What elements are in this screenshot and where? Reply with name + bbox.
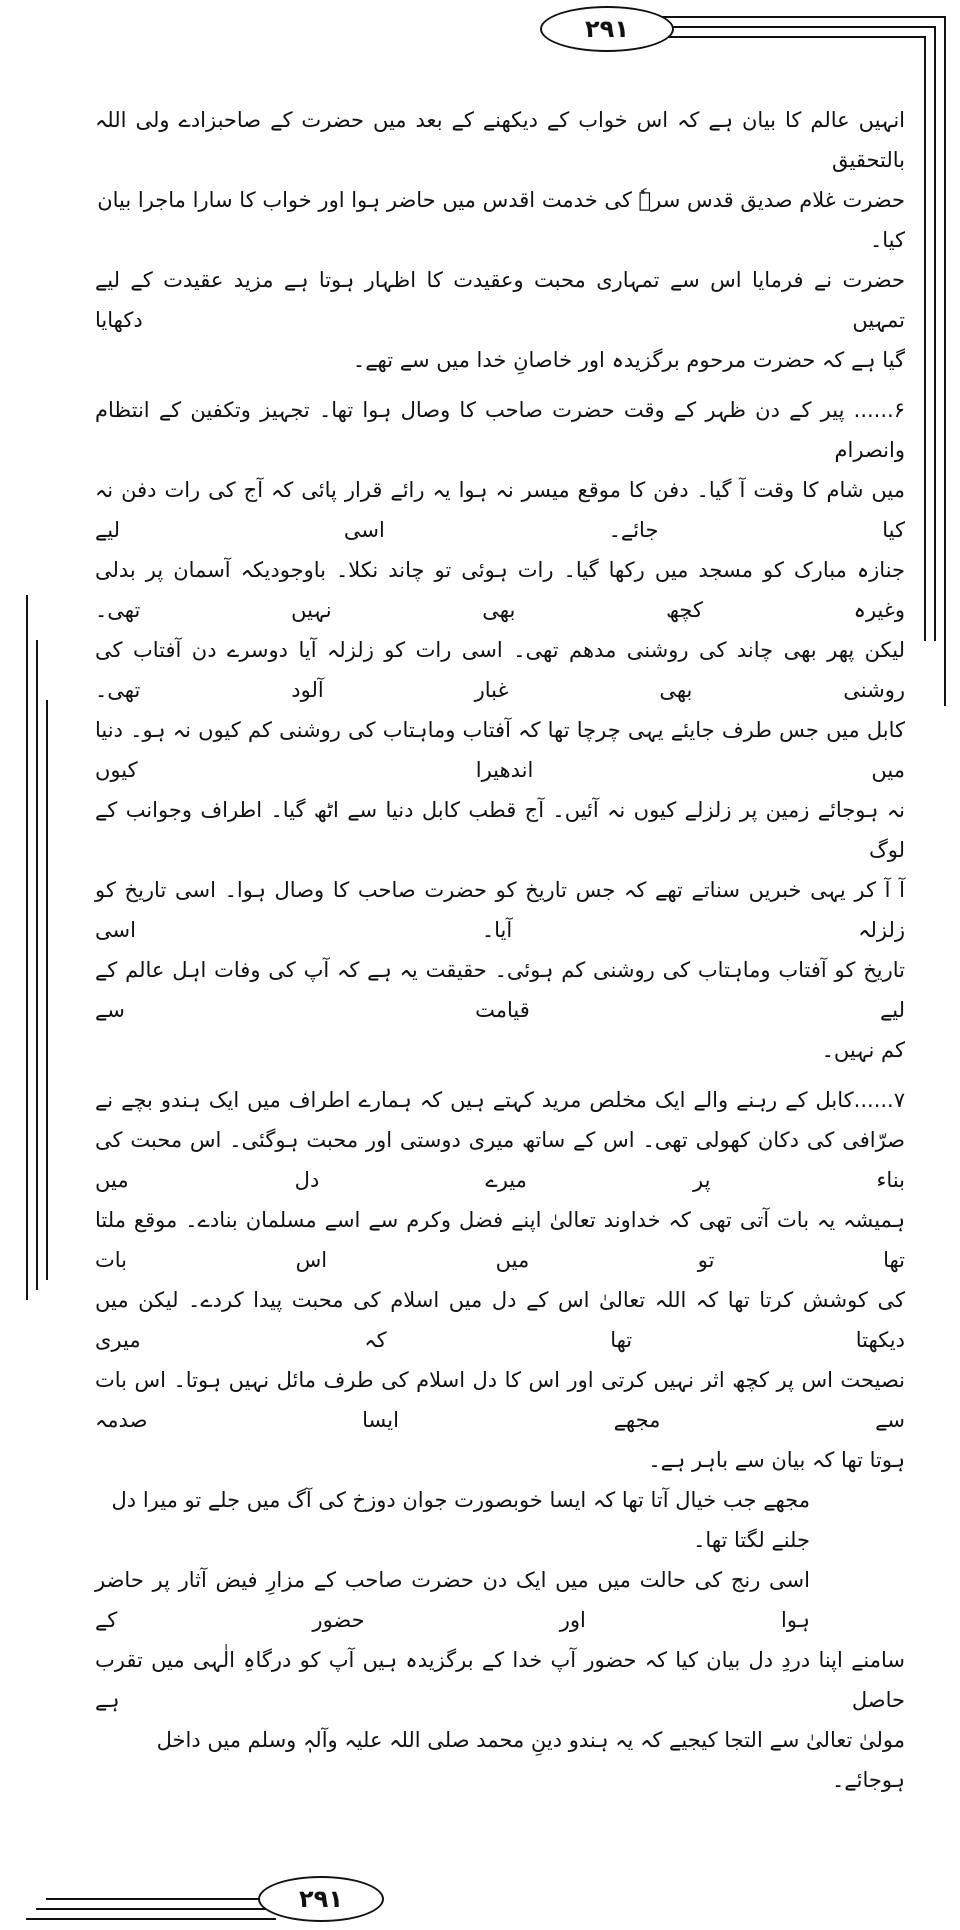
text-line: حضرت نے فرمایا اس سے تمہاری محبت وعقیدت کا اظہار ہوتا ہے مزید عقیدت کے لیے تمہیں دکھایا [95,268,905,332]
text-line: ہوتا تھا کہ بیان سے باہر ہے۔ [648,1448,905,1472]
frame-line [36,1908,276,1910]
text-line: کم نہیں۔ [821,1038,905,1062]
text-line: ۷......کابل کے رہنے والے ایک مخلص مرید کہتے ہیں کہ ہمارے اطراف میں ایک ہندو بچے نے [95,1088,905,1112]
text-line: ۶...... پیر کے دن ظہر کے وقت حضرت صاحب کا وصال ہوا تھا۔ تجہیز وتکفین کے انتظام وانصرام [95,398,905,462]
text-line: حضرت غلام صدیق قدس سرہٗ کی خدمت اقدس میں حاضر ہوا اور خواب کا سارا ماجرا بیان کیا۔ [97,188,905,252]
page-number-bottom: ۲۹۱ [258,1876,384,1922]
text-line: صرّافی کی دکان کھولی تھی۔ اس کے ساتھ میری دوستی اور محبت ہوگئی۔ اس محبت کی بناء پر میرے دل میں [95,1128,905,1192]
text-line: گیا ہے کہ حضرت مرحوم برگزیدہ اور خاصانِ خدا میں سے تھے۔ [352,348,905,372]
text-line: تاریخ کو آفتاب وماہتاب کی روشنی کم ہوئی۔ حقیقت یہ ہے کہ آپ کی وفات اہل عالم کے لیے قیامت سے [95,958,905,1022]
text-line: لیکن پھر بھی چاند کی روشنی مدھم تھی۔ اسی رات کو زلزلہ آیا دوسرے دن آفتاب کی روشنی بھی غبار آلود تھی۔ [95,638,905,702]
text-line: نصیحت اس پر کچھ اثر نہیں کرتی اور اس کا دل اسلام کی طرف مائل نہیں ہوتا۔ اس بات سے مجھے ایسا صدمہ [95,1368,905,1432]
text-line: کابل میں جس طرف جایئے یہی چرچا تھا کہ آفتاب وماہتاب کی روشنی کم کیوں نہ ہو۔ دنیا میں اندھیرا کیوں [95,718,905,782]
frame-line [46,1898,286,1900]
text-line: ہمیشہ یہ بات آتی تھی کہ خداوند تعالیٰ اپنے فضل وکرم سے اسے مسلمان بنادے۔ موقع ملتا تھا تو میں اس بات [95,1208,905,1272]
text-line: جنازہ مبارک کو مسجد میں رکھا گیا۔ رات ہوئی تو چاند نکلا۔ باوجودیکہ آسمان پر بدلی وغیرہ کچھ بھی نہیں تھی۔ [95,558,905,622]
frame-line [26,1918,276,1920]
text-line: نہ ہوجائے زمین پر زلزلے کیوں نہ آئیں۔ آج قطب کابل دنیا سے اٹھ گیا۔ اطراف وجوانب کے لوگ [95,798,905,862]
text-line: انہیں عالم کا بیان ہے کہ اس خواب کے دیکھنے کے بعد میں حضرت کے صاحبزادے ولی اللہ بالتحقیق [95,108,905,172]
text-line: کی کوشش کرتا تھا کہ اللہ تعالیٰ اس کے دل میں اسلام کی محبت پیدا کردے۔ لیکن میں دیکھتا تھا کہ میری [95,1288,905,1352]
page-footer [0,1820,960,1930]
page-number-top: ۲۹۱ [540,6,674,52]
text-line: مجھے جب خیال آتا تھا کہ ایسا خوبصورت جوان دوزخ کی آگ میں جلے تو میرا دل جلنے لگتا تھا۔ [111,1488,810,1552]
page-header [0,0,960,100]
text-line: سامنے اپنا دردِ دل بیان کیا کہ حضور آپ خدا کے برگزیدہ ہیں آپ کو درگاہِ الٰہی میں تقرب حاصل ہے [95,1648,905,1712]
text-line: میں شام کا وقت آ گیا۔ دفن کا موقع میسر نہ ہوا یہ رائے قرار پائی کہ آج کی رات دفن نہ کیا جائے۔ اسی لیے [95,478,905,542]
text-line: اسی رنج کی حالت میں میں ایک دن حضرت صاحب کے مزارِ فیض آثار پر حاضر ہوا اور حضور کے [95,1568,810,1632]
page-body [0,100,960,1800]
text-line: مولیٰ تعالیٰ سے التجا کیجیے کہ یہ ہندو دینِ محمد صلی اللہ علیہ وآلہٖ وسلم میں داخل ہوجائے۔ [156,1728,905,1792]
text-line: آ آ کر یہی خبریں سناتے تھے کہ جس تاریخ کو حضرت صاحب کا وصال ہوا۔ اسی تاریخ کو زلزلہ آیا۔ اسی [95,878,905,942]
